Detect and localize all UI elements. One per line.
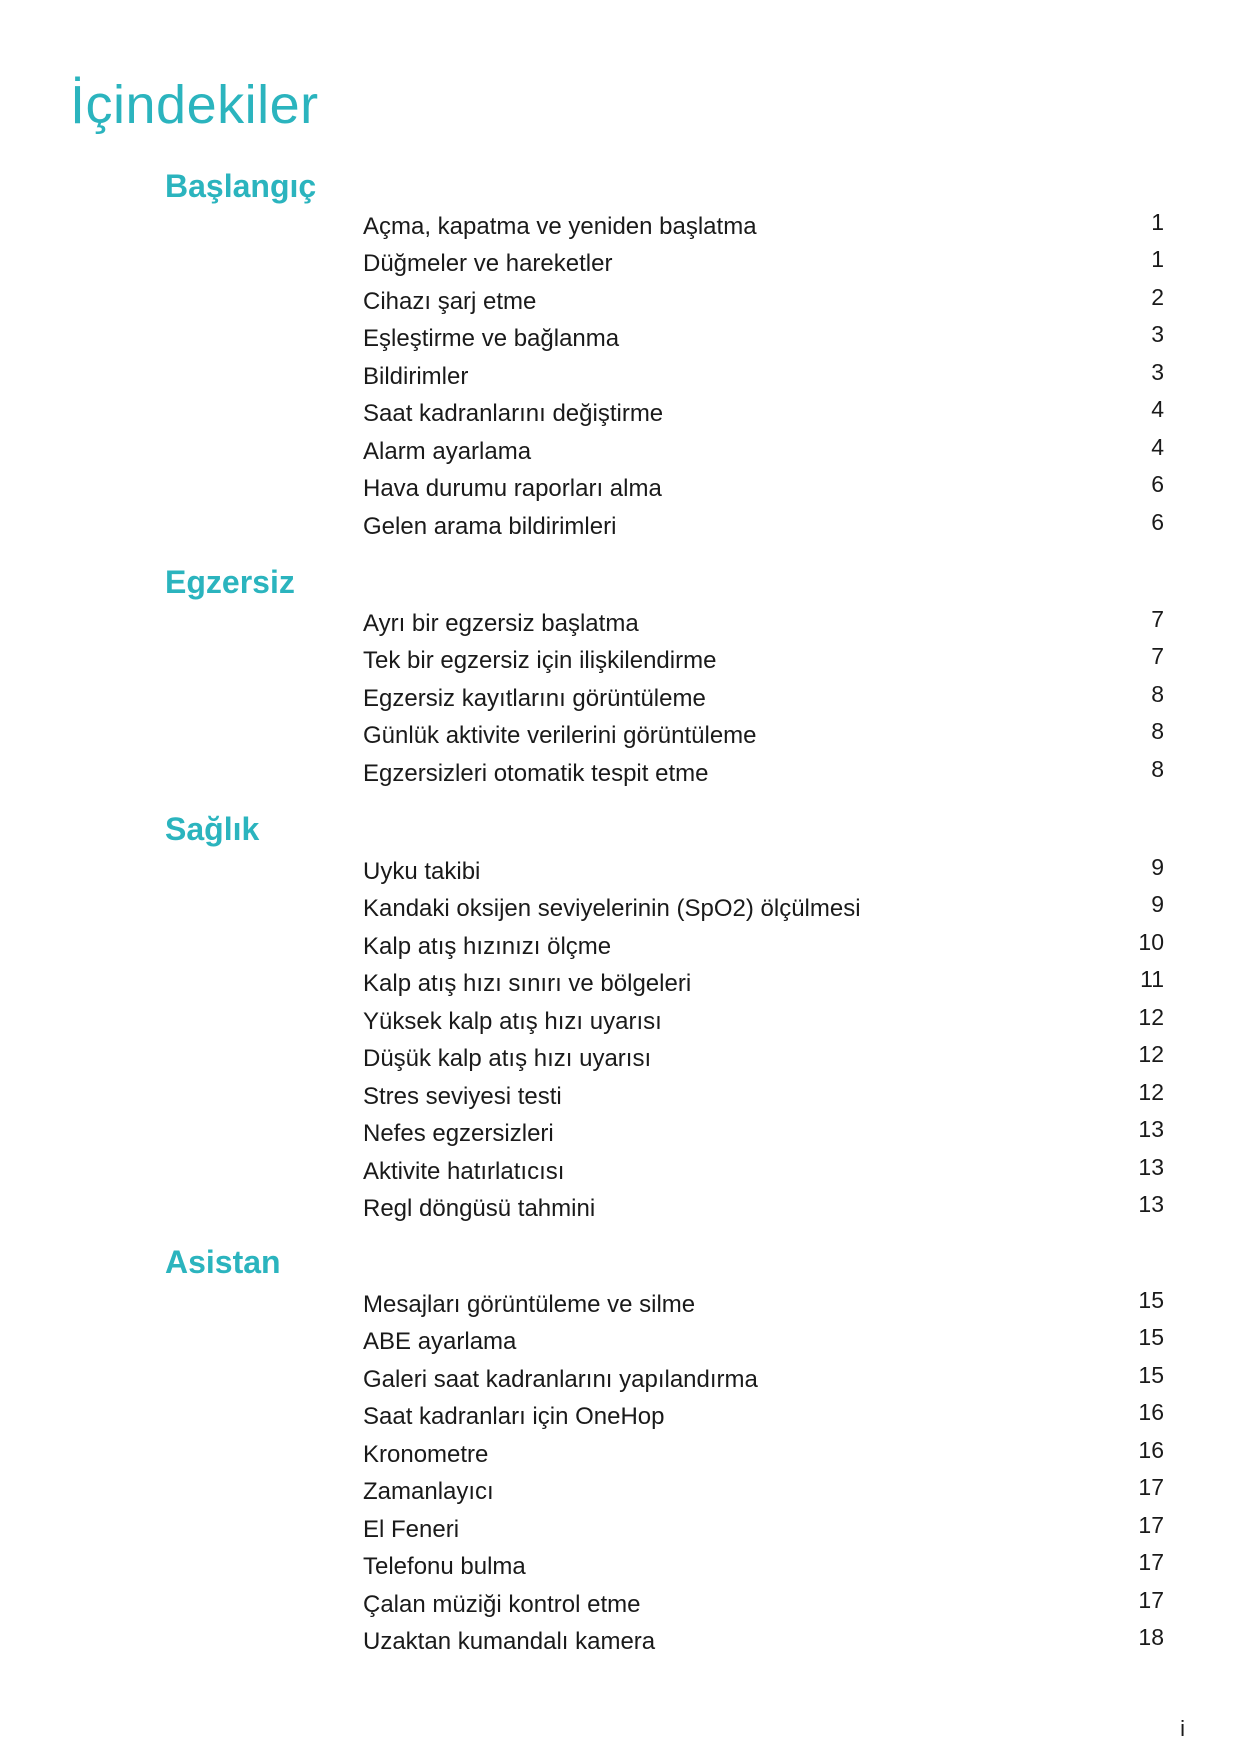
toc-entry[interactable] (0, 471, 1241, 504)
toc-entry-page[interactable]: 7 (1151, 606, 1164, 632)
toc-entry-title[interactable]: Kalp atış hızı sınırı ve bölgeleri (363, 970, 692, 997)
toc-entry-title[interactable]: Çalan müziği kontrol etme (363, 1591, 641, 1618)
section-heading[interactable]: Asistan (165, 1244, 281, 1280)
toc-entry-title[interactable]: Egzersizleri otomatik tespit etme (363, 760, 709, 787)
toc-entry-title[interactable]: Düşük kalp atış hızı uyarısı (363, 1045, 652, 1072)
toc-entry-title[interactable]: Ayrı bir egzersiz başlatma (363, 610, 639, 637)
toc-entry-page[interactable]: 4 (1151, 434, 1164, 460)
toc-entry-title[interactable]: Saat kadranlarını değiştirme (363, 400, 664, 427)
toc-entry-page[interactable]: 11 (1140, 966, 1164, 992)
toc-entry-title[interactable]: Zamanlayıcı (363, 1478, 494, 1505)
toc-entry[interactable] (0, 1362, 1241, 1395)
toc-entry-page[interactable]: 9 (1151, 854, 1164, 880)
toc-entry[interactable] (0, 1437, 1241, 1470)
toc-entry-page[interactable]: 1 (1151, 209, 1164, 235)
toc-entry-title[interactable]: Egzersiz kayıtlarını görüntüleme (363, 685, 706, 712)
toc-entry-page[interactable]: 17 (1138, 1512, 1164, 1538)
toc-entry[interactable] (0, 1474, 1241, 1507)
toc-entry-title[interactable]: El Feneri (363, 1516, 460, 1543)
toc-entry-page[interactable]: 16 (1138, 1437, 1164, 1463)
toc-entry-title[interactable]: Regl döngüsü tahmini (363, 1195, 596, 1222)
toc-entry-page[interactable]: 17 (1138, 1587, 1164, 1613)
toc-entry-title[interactable]: Uyku takibi (363, 858, 481, 885)
toc-entry-page[interactable]: 4 (1151, 396, 1164, 422)
toc-entry[interactable] (0, 1549, 1241, 1582)
page-number: i (1180, 1716, 1185, 1741)
toc-entry-page[interactable]: 12 (1138, 1041, 1164, 1067)
toc-entry-page[interactable]: 15 (1138, 1287, 1164, 1313)
toc-entry[interactable] (0, 1399, 1241, 1432)
toc-entry[interactable] (0, 1041, 1241, 1074)
toc-entry-title[interactable]: Saat kadranları için OneHop (363, 1403, 665, 1430)
toc-entry-title[interactable]: Bildirimler (363, 363, 469, 390)
toc-entry-title[interactable]: Açma, kapatma ve yeniden başlatma (363, 213, 757, 240)
toc-entry-title[interactable]: Aktivite hatırlatıcısı (363, 1158, 565, 1185)
toc-entry[interactable] (0, 1191, 1241, 1224)
toc-entry[interactable] (0, 1587, 1241, 1620)
toc-entry[interactable] (0, 681, 1241, 714)
toc-entry-page[interactable]: 3 (1151, 359, 1164, 385)
toc-entry-title[interactable]: Alarm ayarlama (363, 438, 532, 465)
toc-entry[interactable] (0, 284, 1241, 317)
toc-entry[interactable] (0, 854, 1241, 887)
toc-entry-title[interactable]: Mesajları görüntüleme ve silme (363, 1291, 696, 1318)
toc-entry-title[interactable]: Düğmeler ve hareketler (363, 250, 613, 277)
toc-entry-title[interactable]: Nefes egzersizleri (363, 1120, 554, 1147)
toc-entry-page[interactable]: 17 (1138, 1549, 1164, 1575)
section-heading[interactable]: Sağlık (165, 811, 260, 847)
toc-entry[interactable] (0, 929, 1241, 962)
toc-entry-page[interactable]: 1 (1151, 246, 1164, 272)
section-heading[interactable]: Egzersiz (165, 564, 295, 600)
toc-entry-title[interactable]: Galeri saat kadranlarını yapılandırma (363, 1366, 758, 1393)
toc-entry-page[interactable]: 12 (1138, 1079, 1164, 1105)
toc-entry[interactable] (0, 1624, 1241, 1657)
toc-entry-title[interactable]: Yüksek kalp atış hızı uyarısı (363, 1008, 662, 1035)
toc-entry-page[interactable]: 13 (1138, 1191, 1164, 1217)
toc-entry[interactable] (0, 718, 1241, 751)
toc-entry-page[interactable]: 10 (1138, 929, 1164, 955)
toc-entry-page[interactable]: 12 (1138, 1004, 1164, 1030)
toc-entry[interactable] (0, 1154, 1241, 1187)
toc-entry-page[interactable]: 18 (1138, 1624, 1164, 1650)
toc-entry-title[interactable]: Kalp atış hızınızı ölçme (363, 933, 612, 960)
toc-entry[interactable] (0, 509, 1241, 542)
section-heading[interactable]: Başlangıç (165, 168, 317, 204)
toc-entry-title[interactable]: Cihazı şarj etme (363, 288, 537, 315)
toc-entry[interactable] (0, 606, 1241, 639)
toc-entry[interactable] (0, 434, 1241, 467)
toc-entry[interactable] (0, 1079, 1241, 1112)
toc-entry-page[interactable]: 15 (1138, 1324, 1164, 1350)
toc-entry-title[interactable]: Tek bir egzersiz için ilişkilendirme (363, 647, 717, 674)
toc-entry-title[interactable]: Stres seviyesi testi (363, 1083, 562, 1110)
toc-entry-title[interactable]: Uzaktan kumandalı kamera (363, 1628, 656, 1655)
toc-entry[interactable] (0, 209, 1241, 242)
toc-entry[interactable] (0, 1324, 1241, 1357)
toc-entry-title[interactable]: Telefonu bulma (363, 1553, 526, 1580)
toc-entry[interactable] (0, 1287, 1241, 1320)
toc-entry[interactable] (0, 359, 1241, 392)
toc-entry[interactable] (0, 321, 1241, 354)
toc-entry-page[interactable]: 8 (1151, 756, 1164, 782)
toc-entry[interactable] (0, 396, 1241, 429)
toc-entry-page[interactable]: 16 (1138, 1399, 1164, 1425)
toc-entry-title[interactable]: Eşleştirme ve bağlanma (363, 325, 620, 352)
toc-entry-page[interactable]: 13 (1138, 1116, 1164, 1142)
toc-entry-page[interactable]: 17 (1138, 1474, 1164, 1500)
toc-entry-page[interactable]: 8 (1151, 681, 1164, 707)
toc-entry[interactable] (0, 1512, 1241, 1545)
toc-entry[interactable] (0, 756, 1241, 789)
toc-entry[interactable] (0, 1004, 1241, 1037)
toc-entry-title[interactable]: Gelen arama bildirimleri (363, 513, 617, 540)
toc-entry-page[interactable]: 9 (1151, 891, 1164, 917)
toc-entry-page[interactable]: 13 (1138, 1154, 1164, 1180)
toc-entry-page[interactable]: 15 (1138, 1362, 1164, 1388)
toc-entry-title[interactable]: ABE ayarlama (363, 1328, 517, 1355)
toc-entry-page[interactable]: 2 (1151, 284, 1164, 310)
toc-entry-page[interactable]: 8 (1151, 718, 1164, 744)
toc-entry[interactable] (0, 966, 1241, 999)
toc-entry-page[interactable]: 6 (1151, 509, 1164, 535)
toc-entry-title[interactable]: Günlük aktivite verilerini görüntüleme (363, 722, 757, 749)
toc-entry[interactable] (0, 246, 1241, 279)
toc-entry[interactable] (0, 643, 1241, 676)
page-title: İçindekiler (70, 75, 319, 135)
toc-entry-title[interactable]: Kandaki oksijen seviyelerinin (SpO2) ölçülmesi (363, 895, 861, 922)
toc-entry[interactable] (0, 1116, 1241, 1149)
toc-entry-page[interactable]: 3 (1151, 321, 1164, 347)
toc-entry-page[interactable]: 6 (1151, 471, 1164, 497)
toc-entry-title[interactable]: Kronometre (363, 1441, 489, 1468)
toc-entry-title[interactable]: Hava durumu raporları alma (363, 475, 662, 502)
toc-entry-page[interactable]: 7 (1151, 643, 1164, 669)
toc-entry[interactable] (0, 891, 1241, 924)
